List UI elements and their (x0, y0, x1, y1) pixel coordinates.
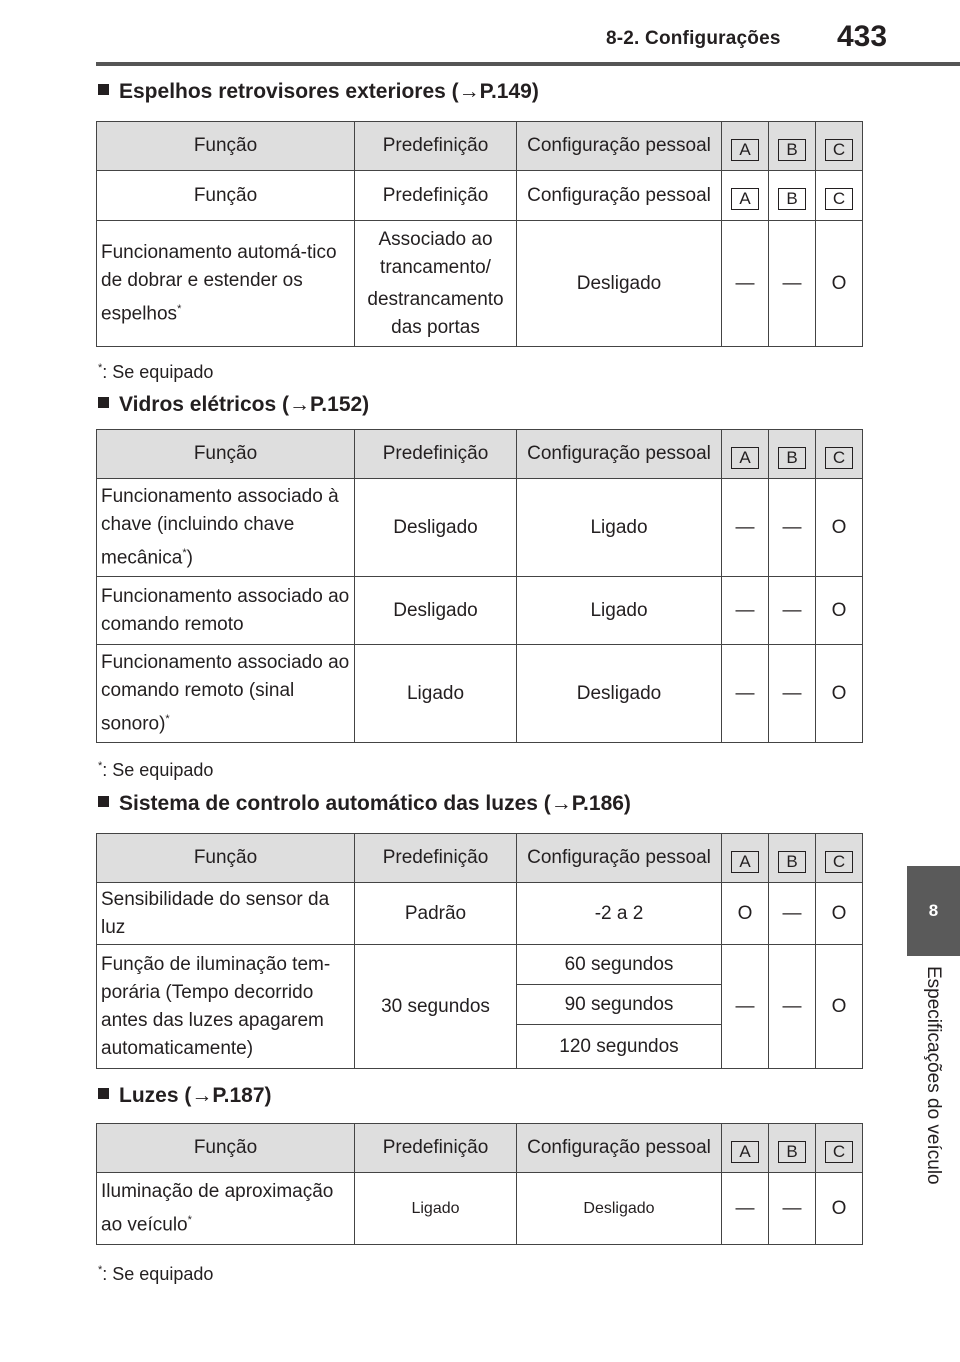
header-divider (96, 62, 960, 66)
chapter-tab: 8 (907, 866, 960, 956)
square-bullet-icon (98, 84, 109, 95)
mirrors-table (96, 121, 863, 347)
letter-a-box: A (731, 851, 759, 873)
table-row: 120 segundos (97, 1025, 863, 1069)
page-number: 433 (837, 20, 888, 53)
header-predefinicao: Predefinição (355, 122, 517, 171)
table-row: Sensibilidade do sensor da luz Padrão -2 a 2 O — O (97, 883, 863, 945)
letter-c-box: C (825, 139, 853, 161)
table-header-row (97, 122, 863, 171)
header-section-title: 8-2. Configurações (606, 28, 781, 49)
section-title-mirrors: Espelhos retrovisores exteriores (→P.149) (98, 80, 539, 104)
footnote: *: Se equipado (98, 1264, 214, 1284)
letter-b-box: B (778, 447, 806, 469)
letter-c-box: C (825, 851, 853, 873)
footnote: *: Se equipado (98, 760, 214, 780)
section-title-lights: Luzes (→P.187) (98, 1084, 272, 1108)
letter-a-box: A (731, 1141, 759, 1163)
table-row: Função de iluminação tem-porária (Tempo decorrido antes das luzes apagarem automaticamente) 30 segundos 60 segundos — — O (97, 945, 863, 985)
chapter-label: Especificações do veículo (923, 966, 944, 1185)
lights-table (96, 1123, 863, 1245)
windows-table (96, 429, 863, 743)
footnote: *: Se equipado (98, 362, 214, 382)
table-header-row: Função Predefinição Configuração pessoal A B C (97, 1124, 863, 1173)
letter-c-box: C (825, 447, 853, 469)
table-row: 90 segundos (97, 985, 863, 1025)
table-header-row: Função Predefinição Configuração pessoal A B C (97, 834, 863, 883)
square-bullet-icon (98, 796, 109, 807)
table-row: Função Predefinição Configuração pessoal A B C (97, 171, 863, 221)
square-bullet-icon (98, 1088, 109, 1099)
header-funcao: Função (97, 122, 355, 171)
table-row: Funcionamento associado ao comando remoto (sinal sonoro)* Ligado Desligado — — O (97, 645, 863, 743)
table-row: Funcionamento automá-tico de dobrar e estender os espelhos* Associado ao trancamento/ destrancamento das portas Desligado — — O (97, 221, 863, 347)
letter-a-box: A (731, 139, 759, 161)
letter-b-box: B (778, 139, 806, 161)
table-row: Funcionamento associado à chave (incluindo chave mecânica*) Desligado Ligado — — O (97, 479, 863, 577)
letter-a-box: A (731, 447, 759, 469)
section-title-auto-lights: Sistema de controlo automático das luzes (→P.186) (98, 792, 631, 816)
table-row: Funcionamento associado ao comando remoto Desligado Ligado — — O (97, 577, 863, 645)
table-row: Iluminação de aproximação ao veículo* Ligado Desligado — — O (97, 1173, 863, 1245)
letter-c-box: C (825, 1141, 853, 1163)
table-header-row: Função Predefinição Configuração pessoal A B C (97, 430, 863, 479)
header-config: Configuração pessoal (517, 122, 722, 171)
square-bullet-icon (98, 397, 109, 408)
letter-b-box: B (778, 1141, 806, 1163)
letter-b-box: B (778, 851, 806, 873)
section-title-windows: Vidros elétricos (→P.152) (98, 393, 369, 417)
auto-lights-table (96, 833, 863, 1069)
